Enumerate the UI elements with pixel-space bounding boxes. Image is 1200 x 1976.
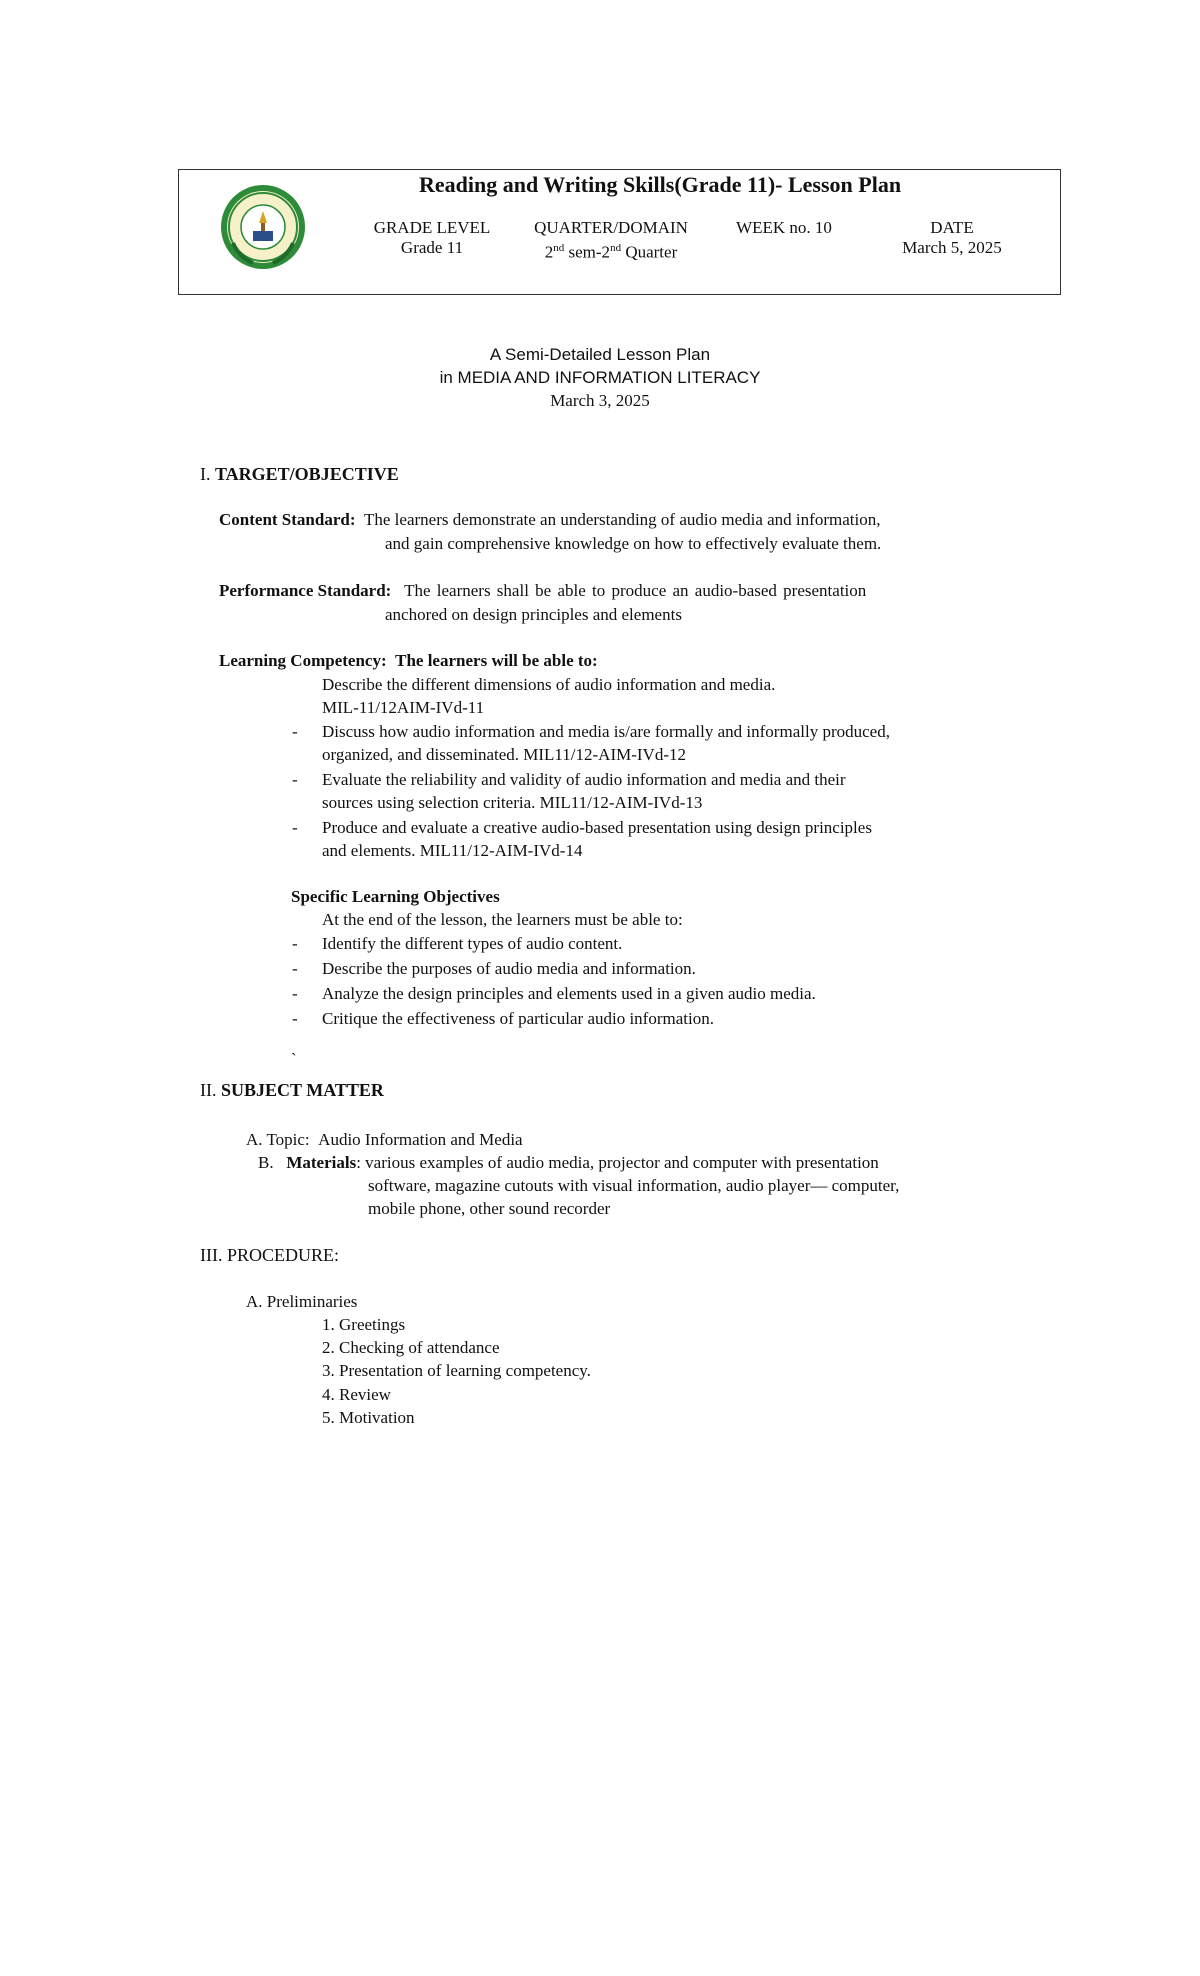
header-box — [178, 169, 1061, 295]
school-seal-icon — [219, 183, 307, 271]
competency-2-bullet: - — [292, 722, 298, 741]
competency-4-line-1: Produce and evaluate a creative audio-based presentation using design principles — [322, 818, 872, 837]
specific-bullet: - — [292, 934, 298, 953]
intro-line-1: A Semi-Detailed Lesson Plan — [489, 345, 711, 364]
materials-label: Materials — [286, 1153, 357, 1172]
quarter-value: 2nd sem-2nd Quarter — [544, 242, 678, 262]
date-value: March 5, 2025 — [902, 238, 1002, 257]
topic-label: A. Topic: — [246, 1130, 310, 1149]
content-standard-label: Content Standard: — [219, 510, 356, 529]
week-label: WEEK no. 10 — [736, 218, 832, 237]
section-2-heading: II. SUBJECT MATTER — [200, 1080, 384, 1100]
materials-line-1: B. Materials: various examples of audio media, projector and computer with presentation — [258, 1153, 879, 1172]
topic-line — [246, 1130, 523, 1150]
competency-3-line-2: sources using selection criteria. MIL11/12-AIM-IVd-13 — [322, 793, 703, 812]
content-standard-line-1: Content Standard: The learners demonstrate an understanding of audio media and information, — [219, 510, 881, 529]
specific-item-2: Describe the purposes of audio media and information. — [322, 959, 696, 978]
grade-level-column — [367, 218, 497, 258]
performance-standard-label: Performance Standard: — [219, 581, 392, 600]
specific-bullet: - — [292, 1009, 298, 1028]
topic-value: Audio Information and Media — [318, 1130, 523, 1149]
specific-item-4: Critique the effectiveness of particular audio information. — [322, 1009, 714, 1028]
prelim-item-4: 4. Review — [322, 1385, 391, 1404]
specific-item-1: Identify the different types of audio content. — [322, 934, 623, 953]
specific-bullet: - — [292, 984, 298, 1003]
week-column — [719, 218, 849, 238]
preliminaries-heading: A. Preliminaries — [246, 1292, 358, 1311]
section-3-heading: III. PROCEDURE: — [200, 1245, 339, 1265]
competency-3-bullet: - — [292, 770, 298, 789]
content-standard-line-2: and gain comprehensive knowledge on how to effectively evaluate them. — [385, 534, 882, 553]
competency-4-line-2: and elements. MIL11/12-AIM-IVd-14 — [322, 841, 583, 860]
specific-objectives-heading: Specific Learning Objectives — [291, 887, 500, 906]
grade-level-value: Grade 11 — [400, 238, 464, 257]
competency-4-bullet: - — [292, 818, 298, 837]
specific-bullet: - — [292, 959, 298, 978]
competency-1-line-2: MIL-11/12AIM-IVd-11 — [322, 698, 485, 717]
competency-1-line-1: Describe the different dimensions of audio information and media. — [322, 675, 776, 694]
competency-3-line-1: Evaluate the reliability and validity of audio information and media and their — [322, 770, 846, 789]
prelim-item-1: 1. Greetings — [322, 1315, 406, 1334]
materials-line-2: software, magazine cutouts with visual information, audio player— computer, — [368, 1176, 900, 1195]
stray-mark: ` — [291, 1050, 297, 1069]
intro-line-2: in MEDIA AND INFORMATION LITERACY — [439, 368, 761, 387]
competency-2-line-2: organized, and disseminated. MIL11/12-AIM-IVd-12 — [322, 745, 686, 764]
specific-objectives-intro: At the end of the lesson, the learners must be able to: — [322, 910, 683, 929]
grade-level-label: GRADE LEVEL — [373, 218, 491, 237]
quarter-column — [521, 218, 701, 263]
competency-2-line-1: Discuss how audio information and media is/are formally and informally produced, — [322, 722, 890, 741]
materials-line-3: mobile phone, other sound recorder — [368, 1199, 611, 1218]
document-title: Reading and Writing Skills(Grade 11)- Lesson Plan — [419, 172, 902, 197]
date-label: DATE — [930, 218, 974, 237]
performance-standard-line-2: anchored on design principles and elements — [385, 605, 682, 624]
learning-competency-heading: Learning Competency: The learners will be able to: — [219, 651, 598, 670]
prelim-item-2: 2. Checking of attendance — [322, 1338, 500, 1357]
prelim-item-3: 3. Presentation of learning competency. — [322, 1361, 591, 1380]
date-column — [882, 218, 1022, 258]
section-1-heading: I. TARGET/OBJECTIVE — [200, 464, 399, 484]
quarter-label: QUARTER/DOMAIN — [534, 218, 688, 237]
intro-line-3: March 3, 2025 — [550, 391, 650, 410]
prelim-item-5: 5. Motivation — [322, 1408, 415, 1427]
specific-item-3: Analyze the design principles and elements used in a given audio media. — [322, 984, 816, 1003]
performance-standard-line-1: Performance Standard: The learners shall be able to produce an audio-based presentation — [219, 581, 867, 600]
